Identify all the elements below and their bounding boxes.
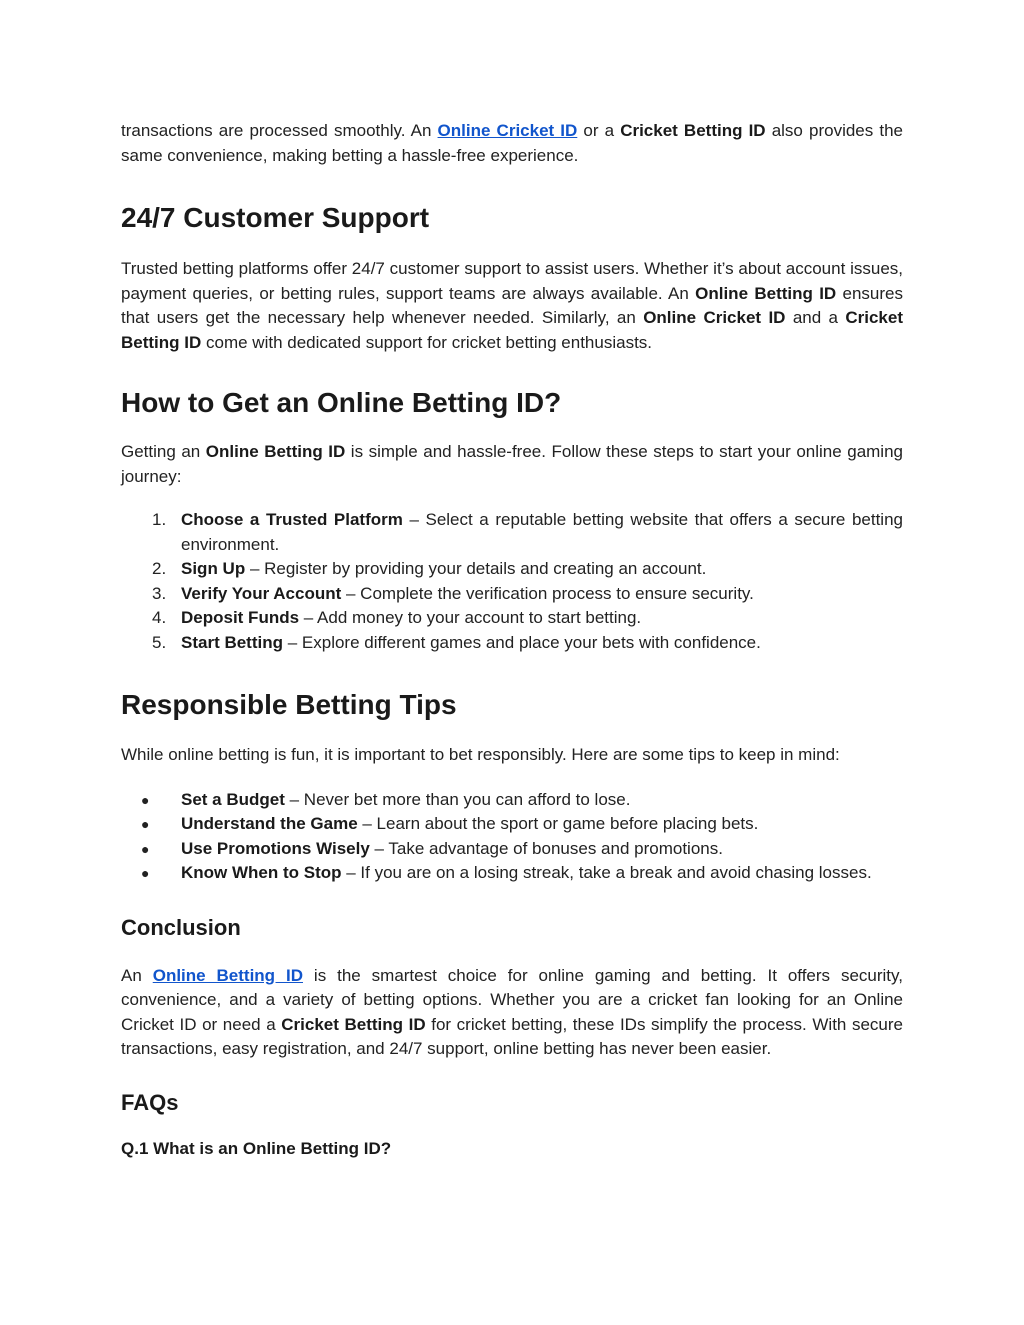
tip-item: ● Use Promotions Wisely – Take advantage of bonuses and promotions. <box>121 837 903 862</box>
tip-item: ● Set a Budget – Never bet more than you can afford to lose. <box>121 788 903 813</box>
responsible-betting-heading: Responsible Betting Tips <box>121 689 457 720</box>
document-page <box>121 116 903 1161</box>
online-betting-id-link[interactable]: Online Betting ID <box>152 965 303 985</box>
conclusion-paragraph: An Online Betting ID is the smartest choice for online gaming and betting. It offers security, convenience, and a variety of betting options. Whether you are a cricket fan looking for an Online Cricket ID or need a Cricket Betting ID for cricket betting, these IDs simplify the process. With secure transactions, easy registration, and 24/7 support, online betting has never been easier. <box>121 965 903 1058</box>
intro-paragraph: transactions are processed smoothly. An Online Cricket ID or a Cricket Betting ID also provides the same convenience, making betting a hassle-free experience. <box>121 121 903 165</box>
customer-support-heading: 24/7 Customer Support <box>121 202 430 233</box>
steps-list <box>121 508 903 655</box>
bullet-icon: ● <box>141 840 150 857</box>
customer-support-paragraph: Trusted betting platforms offer 24/7 customer support to assist users. Whether it’s about account issues, payment queries, or betting rules, support teams are always available. An Online Betting ID ensures that users get the necessary help whenever needed. Similarly, an Online Cricket ID and a Cricket Betting ID come with dedicated support for cricket betting enthusiasts. <box>121 259 904 352</box>
faqs-heading: FAQs <box>121 1089 179 1115</box>
online-cricket-id-link[interactable]: Online Cricket ID <box>437 121 578 140</box>
how-to-paragraph: Getting an Online Betting ID is simple and hassle-free. Follow these steps to start your online gaming journey: <box>121 442 903 486</box>
step-item: 3. Verify Your Account – Complete the verification process to ensure security. <box>121 582 903 607</box>
step-item: 5. Start Betting – Explore different games and place your bets with confidence. <box>121 631 903 656</box>
bullet-icon: ● <box>141 791 150 808</box>
tip-item: ● Know When to Stop – If you are on a losing streak, take a break and avoid chasing losses. <box>121 861 903 886</box>
step-item: 4. Deposit Funds – Add money to your account to start betting. <box>121 606 903 631</box>
step-number: 5. <box>152 632 167 652</box>
step-item: 2. Sign Up – Register by providing your details and creating an account. <box>121 557 903 582</box>
tips-list <box>121 788 903 886</box>
step-number: 2. <box>152 559 167 578</box>
responsible-betting-intro: While online betting is fun, it is important to bet responsibly. Here are some tips to keep in mind: <box>121 745 840 764</box>
bullet-icon: ● <box>141 865 150 881</box>
tip-item: ● Understand the Game – Learn about the sport or game before placing bets. <box>121 812 903 837</box>
step-item: 1. Choose a Trusted Platform – Select a reputable betting website that offers a secure betting environment. <box>152 510 903 554</box>
conclusion-heading: Conclusion <box>121 914 241 940</box>
step-number: 3. <box>152 583 167 603</box>
step-number: 1. <box>152 510 167 529</box>
bullet-icon: ● <box>141 816 150 832</box>
faq-question: Q.1 What is an Online Betting ID? <box>121 1138 392 1158</box>
step-number: 4. <box>152 608 167 627</box>
how-to-heading: How to Get an Online Betting ID? <box>121 387 562 418</box>
